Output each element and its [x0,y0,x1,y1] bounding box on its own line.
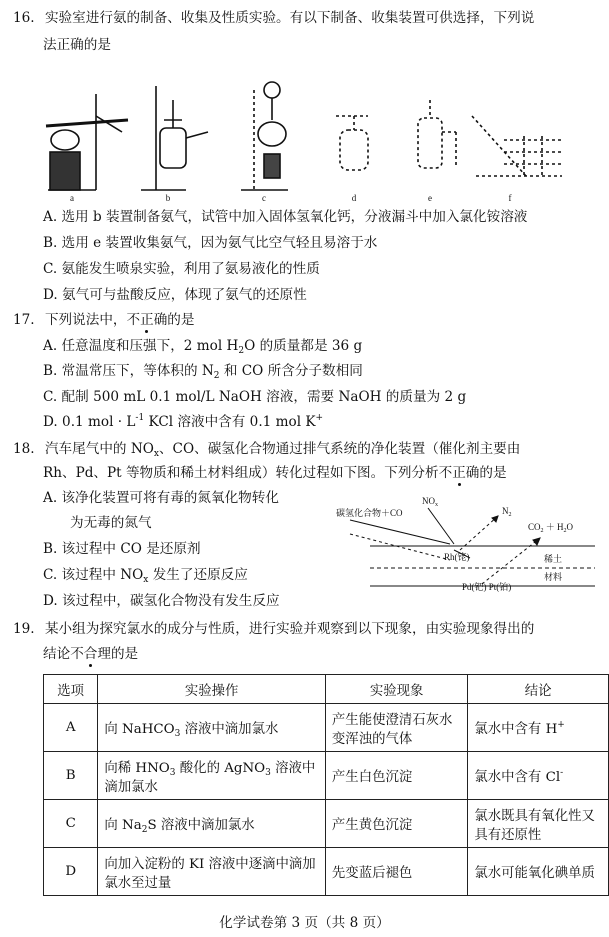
diagram-label-hydrocarbon: 碳氢化合物＋CO [336,508,403,518]
diagram-label-rh: Rh(铑) [444,552,470,562]
q17-option-d: D. 0.1 mol · $L^{-1}$ KCl 溶液中含有 0.1 mol K+ [43,413,324,430]
q17-stem-text-b: 的是 [167,312,195,328]
apparatus-d [336,116,368,170]
q16-stem-line1 [13,9,534,27]
q16-stem-text1: 实验室进行氨的制备、收集及性质实验。有以下制备、收集装置可供选择，下列说 [44,10,535,26]
q16-number: 16. [13,10,35,26]
q18-catalytic-diagram [330,494,600,606]
q16-option-c: C. 氨能发生喷泉实验，利用了氨易液化的性质 [43,261,320,277]
table-header: 实验操作 [98,675,326,704]
q19-stem-line2: 结论不合理的是 [43,646,139,662]
q18-number: 18. [13,441,35,457]
diagram-label-n2: $N_2$ [502,506,512,518]
q18-option-a-line1: A. 该净化装置可将有毒的氮氧化物转化 [43,490,279,506]
page-footer: 化学试卷第 3 页（共 8 页） [219,915,390,931]
apparatus-c [241,82,288,190]
table-header: 结论 [468,675,609,704]
apparatus-label-c: c [262,193,266,203]
q17-option-c: C. 配制 500 mL 0.1 mol/L NaOH 溶液，需要 NaOH 的质量为 2 g [43,389,467,405]
q18-option-d: D. 该过程中，碳氢化合物没有发生反应 [43,593,280,609]
q19-stem-line1: 19. 某小组为探究氯水的成分与性质，进行实验并观察到以下现象，由实验现象得出的 [13,621,535,637]
q18-stem-line1: 18. 汽车尾气中的 $NO_x$、CO、碳氢化合物通过排气系统的净化装置（催化剂主要由 [13,441,521,459]
diagram-label-material: 材料 [544,572,563,582]
q16-option-b: B. 选用 e 装置收集氨气，因为氨气比空气轻且易溶于水 [43,235,378,251]
apparatus-a [46,94,128,190]
q17-number: 17. [13,312,35,328]
q18-option-c: C. 该过程中 $NO_x$ 发生了还原反应 [43,567,248,585]
q17-emphasis: 不正确 [126,312,168,328]
apparatus-f [472,116,562,176]
apparatus-label-e: e [428,193,432,203]
diagram-label-nox: $NO_x$ [422,496,438,508]
q18-stem-line2: Rh、Pd、Pt 等物质和稀土材料组成）转化过程如下图。下列分析不正确的是 [43,465,507,481]
q17-option-b: B. 常温常压下，等体积的 $N_2$ 和 CO 所含分子数相同 [43,363,363,381]
q17-stem-text-a: 下列说法中， [44,312,127,328]
diagram-label-pd-pt: Pd(钯) Pt(铂) [462,582,512,592]
table-header: 实验现象 [325,675,467,704]
q17-stem [13,311,194,329]
apparatus-e [418,100,456,168]
table-header-row [44,675,609,704]
apparatus-label-b: b [165,193,171,203]
table-row: A 向 NaHCO$_3$ 溶液中滴加氯水 产生能使澄清石灰水变浑浊的气体 氯水中含有 H+ [44,704,609,752]
table-row: B 向稀 $HNO_3$ 酸化的 AgNO$_3$ 溶液中滴加氯水 产生白色沉淀 氯水中含有 Cl- [44,752,609,800]
q17-option-a: A. 任意温度和压强下，2 mol $H_2O$ 的质量都是 36 g [43,338,363,356]
q16-stem-line2: 法正确的是 [43,37,111,53]
q18-option-a-line2: 为无毒的氮气 [70,515,152,531]
q16-option-d: D. 氨气可与盐酸反应，体现了氨气的还原性 [43,287,307,303]
apparatus-b [141,86,208,190]
q16-apparatus-figure [36,80,596,204]
apparatus-label-d: d [351,193,357,203]
q16-option-a: A. 选用 b 装置制备氨气，试管中加入固体氢氧化钙，分液漏斗中加入氯化铵溶液 [43,209,528,225]
diagram-label-rare-earth: 稀土 [544,554,563,564]
apparatus-label-f: f [508,193,512,203]
table-header: 选项 [44,675,98,704]
diagram-label-co2-h2o: $CO_2 + H_2O$ [528,522,574,534]
q18-emphasis: 不正确 [438,465,480,481]
q19-emphasis: 不合理 [70,646,111,662]
q19-number: 19. [13,621,35,637]
q18-option-b: B. 该过程中 CO 是还原剂 [43,541,201,557]
table-row: C 向 $Na_2S$ 溶液中滴加氯水 产生黄色沉淀 氯水既具有氧化性又具有还原性 [44,800,609,848]
q19-table [43,674,609,896]
table-row: D 向加入淀粉的 KI 溶液中逐滴中滴加氯水至过量 先变蓝后褪色 氯水可能氧化碘单质 [44,848,609,896]
apparatus-label-a: a [70,193,74,203]
